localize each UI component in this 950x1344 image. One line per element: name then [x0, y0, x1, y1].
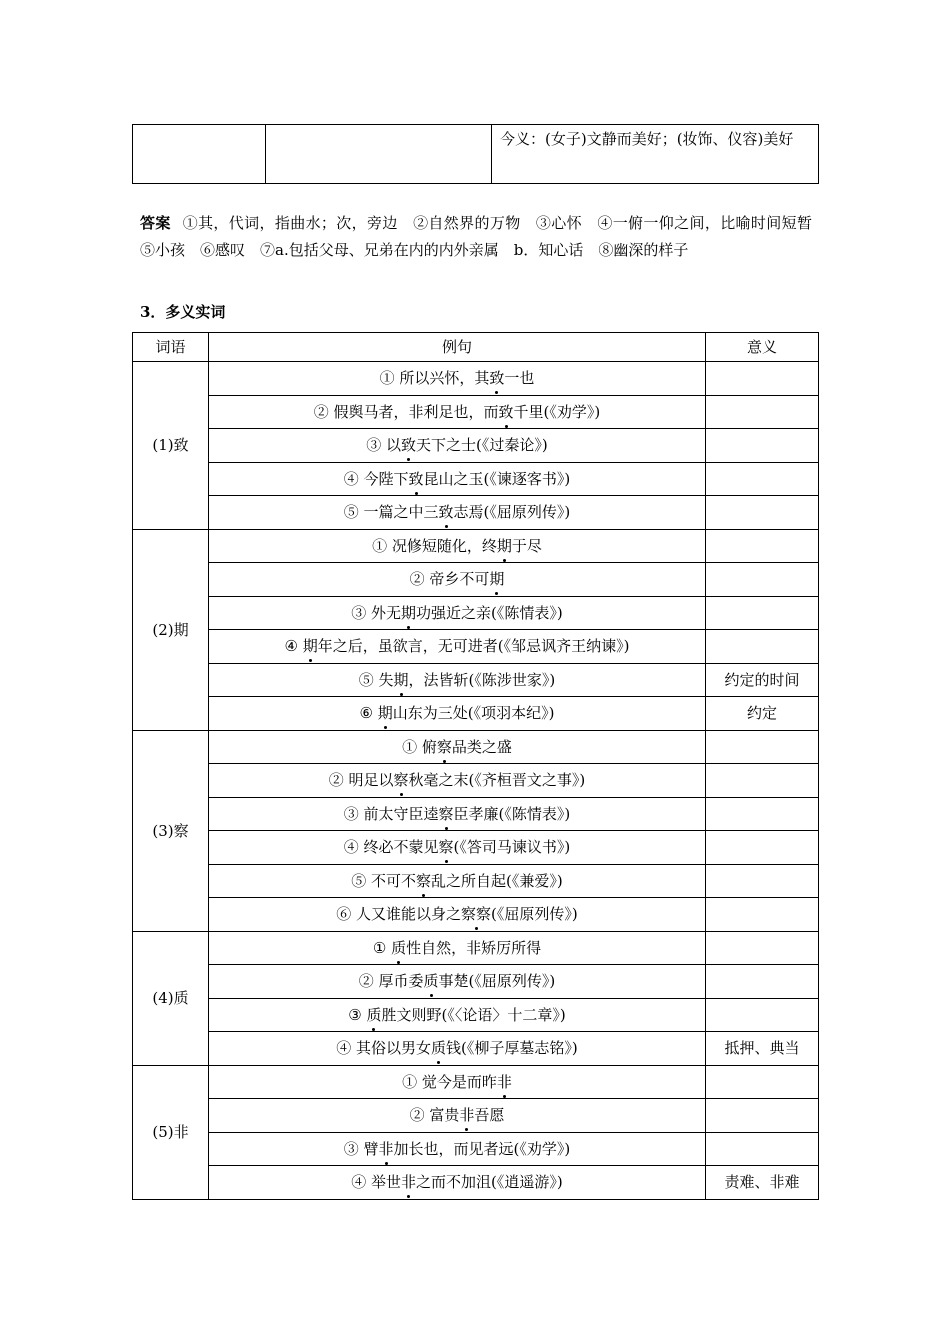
word-cell: (2)期	[133, 529, 209, 730]
example-text: 品类之盛	[451, 737, 512, 756]
table-row	[133, 1099, 819, 1133]
example-text: ①	[372, 938, 392, 957]
example-cell	[209, 998, 706, 1032]
table-row	[133, 596, 819, 630]
emphasized-word: 察	[393, 771, 409, 790]
table-row	[133, 630, 819, 664]
example-text: 乱之所自起(《兼爱》)	[431, 871, 563, 890]
meaning-cell	[706, 831, 819, 865]
example-cell	[209, 730, 706, 764]
meaning-cell	[706, 429, 819, 463]
example-text: ① 俯	[402, 737, 437, 756]
example-cell	[209, 563, 706, 597]
table-row	[133, 764, 819, 798]
example-text: ② 假舆马者，非利足也，而	[313, 402, 499, 421]
meaning-cell	[706, 864, 819, 898]
emphasized-word: 期	[489, 570, 505, 589]
example-text: ④ 今陛下	[343, 469, 409, 488]
answer-paragraph	[140, 210, 827, 264]
example-cell	[209, 529, 706, 563]
example-text: ② 富贵	[409, 1106, 460, 1125]
word-cell: (4)质	[133, 931, 209, 1065]
table-row	[133, 1065, 819, 1099]
table-header-row	[133, 333, 819, 362]
word-cell: (5)非	[133, 1065, 209, 1199]
example-cell	[209, 630, 706, 664]
meaning-cell	[706, 529, 819, 563]
example-text: (《答司马谏议书》)	[453, 838, 571, 857]
example-text: 千里(《劝学》)	[513, 402, 601, 421]
table-row	[133, 797, 819, 831]
meaning-cell	[706, 1065, 819, 1099]
example-text: ④	[284, 637, 303, 656]
example-cell	[209, 764, 706, 798]
emphasized-word: 非	[378, 1139, 394, 1158]
example-cell	[209, 1099, 706, 1133]
example-cell	[209, 496, 706, 530]
example-cell	[209, 797, 706, 831]
meaning-cell	[706, 362, 819, 396]
example-cell	[209, 697, 706, 731]
continuation-table	[132, 124, 819, 184]
emphasized-word: 质	[423, 972, 439, 991]
emphasized-word: 期	[393, 670, 409, 689]
emphasized-word: 非	[401, 1173, 417, 1192]
example-text: ⑤ 一篇之中三	[343, 503, 439, 522]
header-meaning: 意义	[706, 333, 819, 362]
meaning-cell	[706, 462, 819, 496]
example-cell	[209, 1166, 706, 1200]
header-word: 词语	[133, 333, 209, 362]
example-text: 山东为三处(《项羽本纪》)	[392, 704, 555, 723]
meaning-cell	[706, 496, 819, 530]
example-cell	[209, 965, 706, 999]
example-text: 之而不加沮(《逍遥游》)	[416, 1173, 563, 1192]
emphasized-word: 察察	[461, 905, 492, 924]
example-text: ① 况修短随化，终	[372, 536, 497, 555]
meaning-cell: 抵押、典当	[706, 1032, 819, 1066]
emphasized-word: 质	[366, 1005, 382, 1024]
example-text: 于尽	[511, 536, 542, 555]
emphasized-word: 察	[438, 804, 454, 823]
emphasized-word: 致	[489, 369, 505, 388]
example-text: ② 帝乡不可	[409, 570, 490, 589]
emphasized-word: 期	[401, 603, 417, 622]
example-text: ，法皆斩(《陈涉世家》)	[408, 670, 556, 689]
example-text: 志焉(《屈原列传》)	[453, 503, 571, 522]
table-row	[133, 462, 819, 496]
table-row	[133, 697, 819, 731]
example-cell	[209, 596, 706, 630]
meaning-cell: 责难、非难	[706, 1166, 819, 1200]
example-text: ③ 前太守臣逵	[343, 804, 439, 823]
word-cell: (1)致	[133, 362, 209, 530]
emphasized-word: 致	[401, 436, 417, 455]
polysemy-table	[132, 332, 819, 1200]
example-cell	[209, 1132, 706, 1166]
emphasized-word: 期	[302, 637, 318, 656]
meaning-cell: 约定	[706, 697, 819, 731]
meaning-cell	[706, 965, 819, 999]
example-cell	[209, 1065, 706, 1099]
example-text: 胜文则野(《〈论语〉十二章》)	[381, 1005, 566, 1024]
example-text: ⑥ 人又谁能以身之	[336, 905, 462, 924]
table-row	[133, 362, 819, 396]
table-row	[133, 563, 819, 597]
meaning-cell	[706, 998, 819, 1032]
example-text: 年之后，虽欲言，无可进者(《邹忌讽齐王纳谏》)	[317, 637, 630, 656]
example-text: ④ 其俗以男女	[336, 1039, 432, 1058]
example-text: (《屈原列传》)	[491, 905, 578, 924]
example-text: ③	[348, 1005, 367, 1024]
emphasized-word: 期	[496, 536, 512, 555]
meaning-cell	[706, 630, 819, 664]
example-cell	[209, 1032, 706, 1066]
table-row	[133, 965, 819, 999]
emphasized-word: 质	[391, 938, 407, 957]
example-text: ② 明足以	[328, 771, 394, 790]
meaning-cell	[706, 797, 819, 831]
emphasized-word: 非	[459, 1106, 475, 1125]
example-text: ① 觉今是而昨	[402, 1072, 497, 1091]
example-text: ④ 举世	[351, 1173, 402, 1192]
table-cell	[266, 125, 492, 184]
meaning-cell	[706, 931, 819, 965]
table-row	[133, 529, 819, 563]
example-text: 一也	[504, 369, 535, 388]
example-cell	[209, 931, 706, 965]
answer-text: ①其，代词，指曲水；次，旁边 ②自然界的万物 ③心怀 ④一俯一仰之间，比喻时间短暂 ⑤小孩 ⑥感叹 ⑦a.包括父母、兄弟在内的内外亲属 b．知心话 ⑧幽深的样子	[140, 214, 827, 259]
answer-label: 答案	[140, 214, 171, 232]
example-text: 钱(《柳子厚墓志铭》)	[446, 1039, 578, 1058]
example-text: ⑤ 失	[358, 670, 394, 689]
example-text: ② 厚币委	[358, 972, 424, 991]
emphasized-word: 察	[416, 871, 432, 890]
example-text: ④ 终必不蒙见	[343, 838, 439, 857]
meaning-cell: 约定的时间	[706, 663, 819, 697]
table-cell	[133, 125, 266, 184]
example-text: ⑥	[359, 704, 378, 723]
example-text: ① 所以兴怀，其	[379, 369, 490, 388]
example-text: 事楚(《屈原列传》)	[438, 972, 556, 991]
example-text: 性自然，非矫厉所得	[406, 938, 542, 957]
word-cell: (3)察	[133, 730, 209, 931]
example-text: 天下之士(《过秦论》)	[416, 436, 548, 455]
emphasized-word: 察	[436, 737, 452, 756]
table-row	[133, 1132, 819, 1166]
example-text: ③ 以	[366, 436, 402, 455]
example-cell	[209, 429, 706, 463]
emphasized-word: 非	[496, 1072, 512, 1091]
emphasized-word: 致	[438, 503, 454, 522]
table-row	[133, 831, 819, 865]
table-row	[133, 496, 819, 530]
table-row	[133, 125, 819, 184]
meaning-cell	[706, 596, 819, 630]
table-row	[133, 1032, 819, 1066]
emphasized-word: 致	[408, 469, 424, 488]
section-heading: 3．多义实词	[140, 303, 226, 321]
example-cell	[209, 462, 706, 496]
example-text: 秋毫之末(《齐桓晋文之事》)	[408, 771, 586, 790]
emphasized-word: 致	[498, 402, 514, 421]
header-example: 例句	[209, 333, 706, 362]
example-cell	[209, 362, 706, 396]
table-row	[133, 931, 819, 965]
table-row	[133, 898, 819, 932]
table-row	[133, 864, 819, 898]
meaning-cell	[706, 898, 819, 932]
meaning-cell	[706, 563, 819, 597]
meaning-cell	[706, 395, 819, 429]
meaning-cell	[706, 730, 819, 764]
table-row	[133, 395, 819, 429]
example-cell	[209, 898, 706, 932]
meaning-cell	[706, 1132, 819, 1166]
example-text: 功强近之亲(《陈情表》)	[416, 603, 563, 622]
emphasized-word: 质	[431, 1039, 447, 1058]
example-text: 加长也，而见者远(《劝学》)	[393, 1139, 571, 1158]
polysemy-table-body	[133, 333, 819, 1200]
example-text: ③ 臂	[343, 1139, 379, 1158]
example-text: 臣孝廉(《陈情表》)	[453, 804, 571, 823]
example-cell	[209, 864, 706, 898]
table-row	[133, 1166, 819, 1200]
table-row	[133, 998, 819, 1032]
example-text: 吾愿	[474, 1106, 505, 1125]
meaning-cell	[706, 764, 819, 798]
example-text: 昆山之玉(《谏逐客书》)	[423, 469, 571, 488]
table-row	[133, 429, 819, 463]
example-text: ③ 外无	[351, 603, 402, 622]
example-text: ⑤ 不可不	[351, 871, 417, 890]
example-cell	[209, 395, 706, 429]
meaning-cell	[706, 1099, 819, 1133]
table-row	[133, 663, 819, 697]
emphasized-word: 察	[438, 838, 454, 857]
table-cell: 今义：(女子)文静而美好；(妆饰、仪容)美好	[492, 125, 819, 184]
table-row	[133, 730, 819, 764]
emphasized-word: 期	[377, 704, 393, 723]
example-cell	[209, 663, 706, 697]
example-cell	[209, 831, 706, 865]
